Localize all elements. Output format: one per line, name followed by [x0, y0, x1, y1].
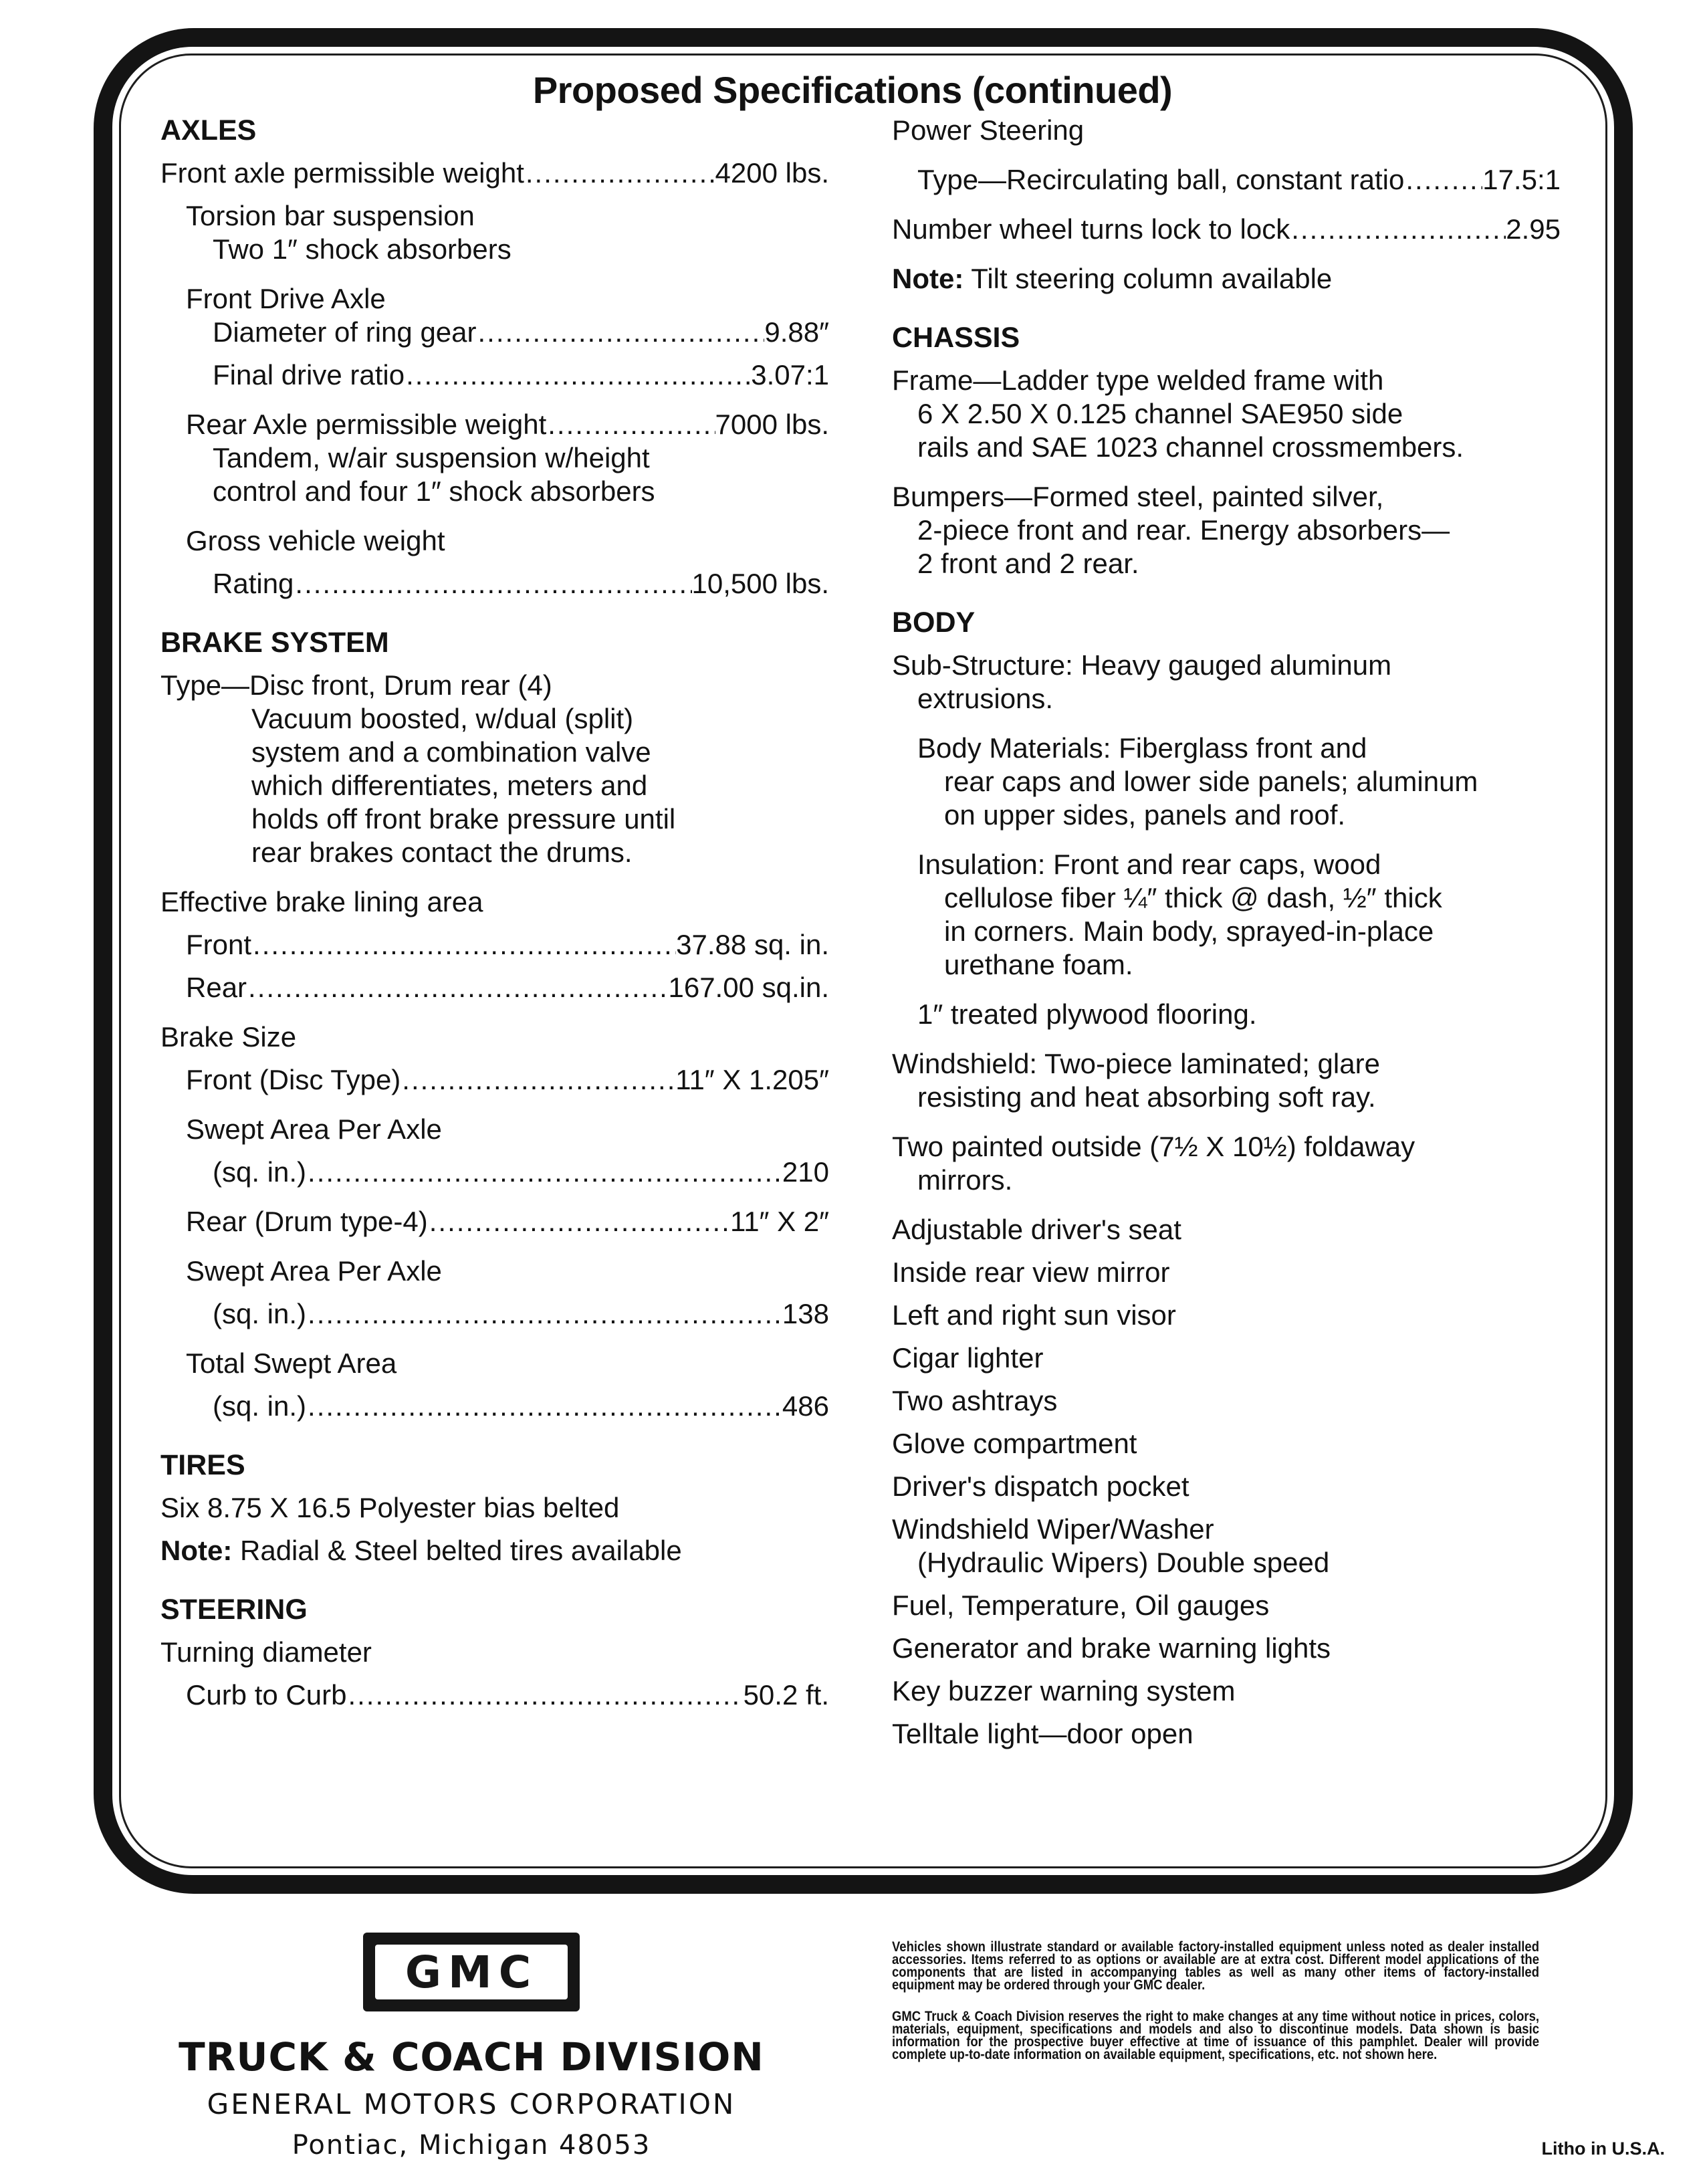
division-name: TRUCK & COACH DIVISION: [179, 2034, 764, 2080]
brake-size-text: Brake Size: [160, 1021, 297, 1053]
ps-type-value: 17.5:1: [1482, 164, 1561, 195]
right-column: [892, 114, 1561, 1751]
front-axle-label: Front axle permissible weight: [160, 157, 524, 189]
tires-heading: TIRES: [160, 1449, 245, 1481]
curb-value: 50.2 ft.: [743, 1679, 829, 1711]
city-address: Pontiac, Michigan 48053: [292, 2130, 651, 2161]
insulation-line-4: urethane foam.: [944, 949, 1133, 980]
rear-axle-value: 7000 lbs.: [715, 409, 829, 440]
mirrors-line-1: Two painted outside (7½ X 10½) foldaway: [892, 1131, 1415, 1162]
key-buzzer-text: Key buzzer warning system: [892, 1675, 1236, 1707]
rating-label: Rating: [213, 568, 294, 599]
front-disc-value: 11″ X 1.205″: [675, 1064, 829, 1095]
turns-label: Number wheel turns lock to lock: [892, 213, 1290, 245]
swept-area-2-value: 138: [782, 1298, 829, 1329]
ring-gear-row: [160, 316, 829, 349]
chassis-heading: CHASSIS: [892, 322, 1020, 354]
torsion-text: Torsion bar suspension: [186, 200, 475, 231]
ps-type-row: [892, 163, 1561, 197]
front-drive-axle-text: Front Drive Axle: [186, 283, 386, 314]
gmc-branding: [160, 1933, 782, 2161]
brake-type-text: Type—Disc front, Drum rear (4): [160, 669, 552, 701]
steering-note: [892, 262, 1561, 296]
disclaimer-paragraph-2: GMC Truck & Coach Division reserves the right to make changes at any time without notice in prices, colors, materials, equipment, specifications and models and also to discontinue models. Data shown is basic information for the prospective buyer effective at time of issuance of this pamphlet. Dealer will provide complete up-to-date information on available equipment, specifications, etc. not shown here.: [892, 2009, 1539, 2062]
total-swept-text: Total Swept Area: [186, 1347, 397, 1379]
rear-axle-row: [160, 408, 829, 441]
frame-line-2: 6 X 2.50 X 0.125 channel SAE950 side: [917, 398, 1403, 429]
tires-note-text: Radial & Steel belted tires available: [240, 1535, 682, 1566]
telltale-text: Telltale light—door open: [892, 1718, 1194, 1749]
brake-desc-line-5: rear brakes contact the drums.: [251, 837, 633, 868]
swept-area-2-text: Swept Area Per Axle: [186, 1255, 442, 1287]
axles-heading: AXLES: [160, 114, 257, 146]
windshield-line-1: Windshield: Two-piece laminated; glare: [892, 1048, 1380, 1079]
disclaimer-block: [892, 1941, 1539, 2080]
gmc-logo: [363, 1933, 580, 2011]
windshield-line-2: resisting and heat absorbing soft ray.: [917, 1081, 1376, 1113]
turns-row: [892, 213, 1561, 246]
bumpers-line-2: 2-piece front and rear. Energy absorbers—: [917, 514, 1450, 546]
insulation-line-2: cellulose fiber ¼″ thick @ dash, ½″ thick: [944, 882, 1442, 913]
rating-value: 10,500 lbs.: [691, 568, 829, 599]
corporation-name: GENERAL MOTORS CORPORATION: [207, 2088, 736, 2120]
frame-line-3: rails and SAE 1023 channel crossmembers.: [917, 431, 1464, 463]
rear-drum-label: Rear (Drum type-4): [186, 1206, 428, 1237]
turning-diameter-text: Turning diameter: [160, 1636, 372, 1668]
insulation-line-1: Insulation: Front and rear caps, wood: [917, 849, 1381, 880]
materials-line-1: Body Materials: Fiberglass front and: [917, 732, 1367, 764]
bumpers-line-3: 2 front and 2 rear.: [917, 548, 1139, 579]
materials-line-3: on upper sides, panels and roof.: [944, 799, 1346, 831]
brake-desc-line-4: holds off front brake pressure until: [251, 803, 676, 835]
swept-area-1-text: Swept Area Per Axle: [186, 1113, 442, 1145]
swept-area-1-row: [160, 1156, 829, 1189]
total-swept-value: 486: [782, 1390, 829, 1422]
gvw-text: Gross vehicle weight: [186, 525, 445, 556]
left-column: [160, 114, 829, 1712]
lining-area-text: Effective brake lining area: [160, 886, 483, 917]
ring-gear-label: Diameter of ring gear: [213, 316, 477, 348]
glove-compartment-text: Glove compartment: [892, 1428, 1137, 1459]
lining-front-row: [160, 928, 829, 962]
frame-line-1: Frame—Ladder type welded frame with: [892, 364, 1384, 396]
wiper-line-1: Windshield Wiper/Washer: [892, 1513, 1214, 1545]
final-drive-row: [160, 358, 829, 392]
total-swept-label: (sq. in.): [213, 1390, 307, 1422]
bumpers-line-1: Bumpers—Formed steel, painted silver,: [892, 481, 1384, 512]
steering-note-label: Note:: [892, 263, 964, 294]
lining-front-label: Front: [186, 929, 252, 960]
substructure-line-1: Sub-Structure: Heavy gauged aluminum: [892, 649, 1392, 681]
ashtrays-text: Two ashtrays: [892, 1385, 1058, 1416]
lining-rear-row: [160, 971, 829, 1004]
brake-desc-line-2: system and a combination valve: [251, 736, 651, 768]
front-disc-label: Front (Disc Type): [186, 1064, 401, 1095]
generator-lights-text: Generator and brake warning lights: [892, 1632, 1331, 1664]
insulation-line-3: in corners. Main body, sprayed-in-place: [944, 915, 1434, 947]
gmc-logo-plate: [375, 1945, 568, 1999]
swept-area-2-label: (sq. in.): [213, 1298, 307, 1329]
lining-rear-value: 167.00 sq.in.: [668, 972, 829, 1003]
front-disc-row: [160, 1063, 829, 1097]
brake-desc-line-1: Vacuum boosted, w/dual (split): [251, 703, 634, 734]
gauges-text: Fuel, Temperature, Oil gauges: [892, 1590, 1270, 1621]
rating-row: [160, 567, 829, 600]
litho-note: Litho in U.S.A.: [1541, 2139, 1665, 2159]
visor-text: Left and right sun visor: [892, 1299, 1176, 1331]
power-steering-text: Power Steering: [892, 114, 1085, 146]
curb-row: [160, 1678, 829, 1712]
brake-desc-line-3: which differentiates, meters and: [251, 770, 648, 801]
turns-value: 2.95: [1506, 213, 1561, 245]
ring-gear-value: 9.88″: [764, 316, 829, 348]
inside-mirror-text: Inside rear view mirror: [892, 1257, 1170, 1288]
gmc-logo-text: GMC: [405, 1946, 538, 1998]
brake-system-heading: BRAKE SYSTEM: [160, 627, 389, 659]
dispatch-pocket-text: Driver's dispatch pocket: [892, 1470, 1189, 1502]
seat-text: Adjustable driver's seat: [892, 1214, 1181, 1245]
steering-note-text: Tilt steering column available: [971, 263, 1333, 294]
steering-heading: STEERING: [160, 1594, 308, 1626]
front-axle-row: [160, 156, 829, 190]
ps-type-label: Type—Recirculating ball, constant ratio: [917, 164, 1405, 195]
tandem-line-2: control and four 1″ shock absorbers: [213, 475, 655, 507]
front-axle-value: 4200 lbs.: [715, 157, 829, 189]
rear-drum-row: [160, 1205, 829, 1238]
flooring-text: 1″ treated plywood flooring.: [917, 998, 1257, 1030]
page-title: Proposed Specifications (continued): [532, 69, 1173, 111]
disclaimer-paragraph-1: Vehicles shown illustrate standard or available factory-installed equipment unless noted as dealer installed accessories. Items referred to as options or available are at extra cost. Different model applications of the components that are listed in accompanying tables as well as many other items of factory-installed equipment may be ordered through your GMC dealer.: [892, 1939, 1539, 1993]
wiper-line-2: (Hydraulic Wipers) Double speed: [917, 1547, 1330, 1578]
tandem-line-1: Tandem, w/air suspension w/height: [213, 442, 650, 473]
curb-label: Curb to Curb: [186, 1679, 347, 1711]
swept-area-2-row: [160, 1297, 829, 1331]
materials-line-2: rear caps and lower side panels; aluminum: [944, 766, 1478, 797]
tires-note-label: Note:: [160, 1535, 233, 1566]
substructure-line-2: extrusions.: [917, 683, 1054, 714]
final-drive-label: Final drive ratio: [213, 359, 405, 391]
mirrors-line-2: mirrors.: [917, 1164, 1013, 1196]
swept-area-1-label: (sq. in.): [213, 1156, 307, 1188]
body-heading: BODY: [892, 607, 976, 639]
tires-note: [160, 1534, 829, 1567]
tires-desc: Six 8.75 X 16.5 Polyester bias belted: [160, 1492, 620, 1523]
final-drive-value: 3.07:1: [751, 359, 829, 391]
rear-axle-label: Rear Axle permissible weight: [186, 409, 547, 440]
total-swept-row: [160, 1390, 829, 1423]
lining-front-value: 37.88 sq. in.: [676, 929, 829, 960]
cigar-lighter-text: Cigar lighter: [892, 1342, 1044, 1374]
front-shocks-text: Two 1″ shock absorbers: [213, 233, 511, 265]
rear-drum-value: 11″ X 2″: [729, 1206, 829, 1237]
swept-area-1-value: 210: [782, 1156, 829, 1188]
lining-rear-label: Rear: [186, 972, 247, 1003]
